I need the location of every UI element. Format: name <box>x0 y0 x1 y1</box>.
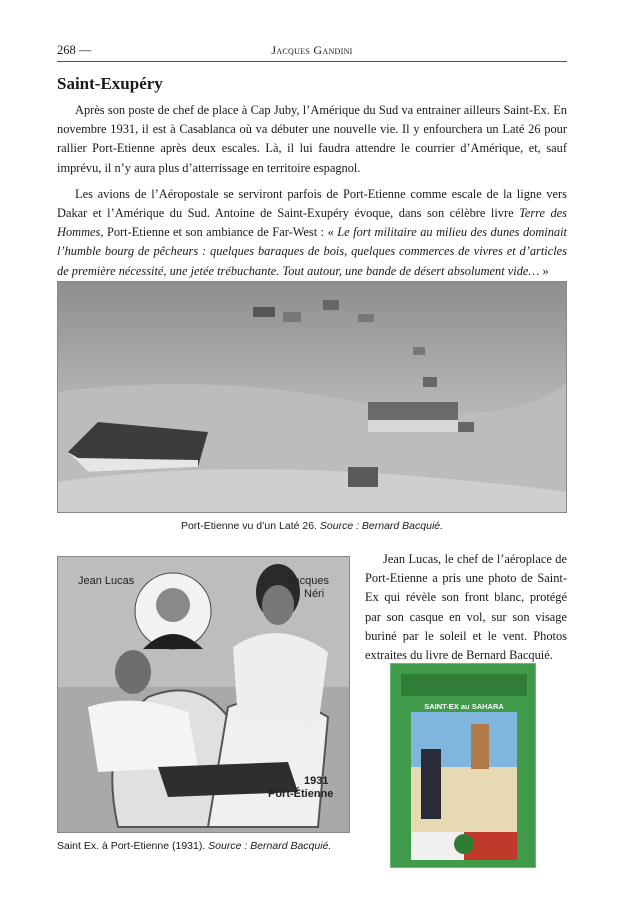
caption-text: Saint Ex. à Port-Etienne (1931). <box>57 840 209 852</box>
caption-source: Source : Bernard Bacquié. <box>208 840 332 852</box>
page-number: 268 — <box>57 43 92 57</box>
label-jacques: Jacques <box>288 575 329 587</box>
caption-text: Port-Etienne vu d’un Laté 26. <box>180 520 320 532</box>
photo-year: 1931 <box>304 775 329 787</box>
paragraph-2-start: Les avions de l’Aéropostale se serviront parfois de Port-Etienne comme escale de la ligne vers Dakar et l’Amérique du Sud. Antoine de Saint-Exupéry évoque, dans son célèbre livre <box>57 186 567 221</box>
photo-place: Port-Étienne <box>268 788 334 800</box>
paragraph-2 <box>57 185 567 281</box>
side-text: Jean Lucas, le chef de l’aéroplace de Port-Etienne a pris une photo de Saint-Ex qui révèle son front blanc, protégé par son casque en vol, sur son visage buriné par le soleil et le vent. Photos extraites du livre de Bernard Bacquié. <box>365 552 567 663</box>
book-title: SAINT-EX au SAHARA <box>424 702 504 711</box>
book-cover <box>390 663 536 868</box>
body-text <box>57 101 567 288</box>
group-photo <box>57 556 350 833</box>
paragraph-1: Après son poste de chef de place à Cap Juby, l’Amérique du Sud va entrainer ailleurs Saint-Ex. En novembre 1931, il est à Casablanca où va débuter une nouvelle vie. Il y enfourchera un Laté 26 pour rallier Port-Etienne après deux escales. Là, il lui faudra attendre le courrier d’Amérique, et, sauf imprévu, il n’y aura plus d’atterrissage en territoire espagnol. <box>57 103 567 175</box>
caption-source: Source : Bernard Bacquié. <box>319 520 444 532</box>
label-neri: Néri <box>304 588 325 600</box>
running-head: Jacques Gandini <box>271 43 353 57</box>
aerial-photo <box>57 281 567 513</box>
figure-2-caption <box>57 840 331 852</box>
paragraph-2-mid: , Port-Etienne et son ambiance de Far-West : « <box>100 225 338 240</box>
quotation: Le fort militaire au milieu des dunes dominait l’humble bourg de pêcheurs : quelques baraques de bois, quelques commerces de vivres et d’articles de première nécessité, une jetée trébuchante. Tout autour, une bande de désert absolument vide… <box>57 225 567 278</box>
label-jean-lucas: Jean Lucas <box>78 575 135 587</box>
page-header <box>57 41 567 62</box>
paragraph-2-end: » <box>539 263 549 278</box>
figure-1-caption <box>57 520 567 532</box>
section-title: Saint-Exupéry <box>57 74 163 93</box>
book-title-reference: Terre des Hommes <box>57 206 567 240</box>
